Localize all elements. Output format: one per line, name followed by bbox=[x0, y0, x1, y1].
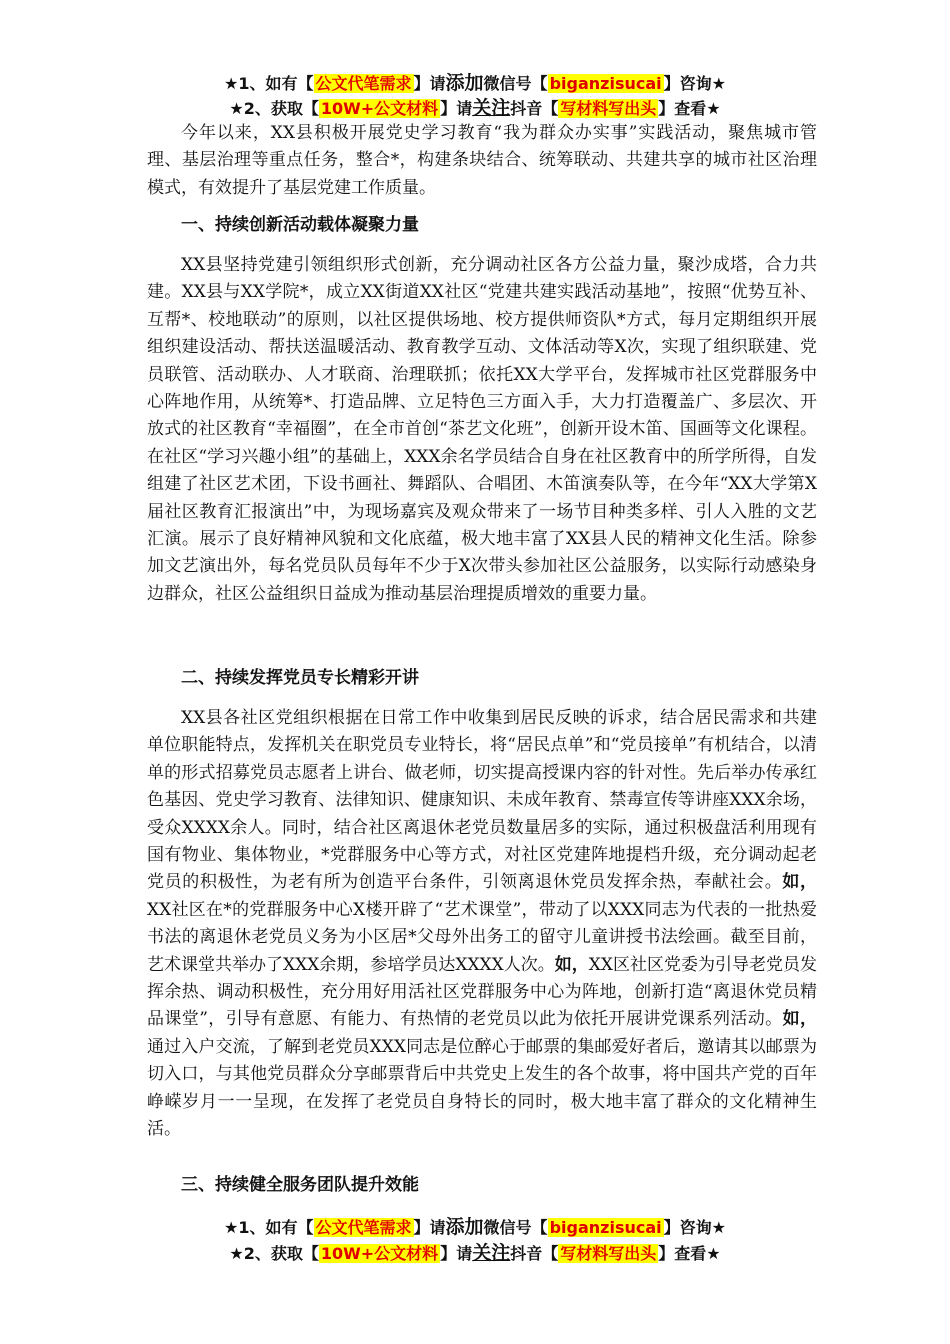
highlight-text: 10W+公文材料 bbox=[320, 99, 439, 118]
highlight-text: biganzisucai bbox=[549, 1218, 662, 1237]
section-heading-1: 一、持续创新活动载体凝聚力量 bbox=[181, 215, 419, 235]
highlight-text: 写材料写出头 bbox=[560, 1244, 657, 1263]
promo-banner-top-line1: ★1、如有【 公文代笔需求 】请添加微信号【 biganzisucai 】咨询★ bbox=[224, 72, 726, 94]
intro-paragraph: 今年以来，XX县积极开展党史学习教育“我为群众办实事”实践活动，聚焦城市管理、基层治理等重点任务，整合*，构建条块结合、统筹联动、共建共享的城市社区治理模式，有效提升了基层党建工作质量。 bbox=[147, 123, 817, 198]
highlight-text: biganzisucai bbox=[549, 74, 662, 93]
promo-banner-bottom-line2: ★2、获取【 10W+公文材料 】请关注抖音【 写材料写出头 】查看★ bbox=[229, 1242, 721, 1264]
highlight-text: 10W+公文材料 bbox=[320, 1244, 439, 1263]
section-heading-3: 三、持续健全服务团队提升效能 bbox=[181, 1175, 419, 1195]
promo-banner-top-line2: ★2、获取【 10W+公文材料 】请关注抖音【 写材料写出头 】查看★ bbox=[229, 97, 721, 119]
section-heading-2: 二、持续发挥党员专长精彩开讲 bbox=[181, 668, 419, 688]
promo-banner-bottom-line1: ★1、如有【 公文代笔需求 】请添加微信号【 biganzisucai 】咨询★ bbox=[224, 1216, 726, 1238]
highlight-text: 公文代笔需求 bbox=[315, 74, 412, 93]
section-1-body: XX县坚持党建引领组织形式创新，充分调动社区各方公益力量，聚沙成塔，合力共建。XX县与XX学院*，成立XX街道XX社区“党建共建实践活动基地”，按照“优势互补、互帮*、校地联动”的原则，以社区提供场地、校方提供师资队*方式，每月定期组织开展组织建设活动、帮扶送温暖活动、教育教学互动、文体活动等X次，实现了组织联建、党员联管、活动联办、人才联商、治理联抓；依托XX大学平台，发挥城市社区党群服务中心阵地作用，从统筹*、打造品牌、立足特色三方面入手，大力打造覆盖广、多层次、开放式的社区教育“幸福圈”，在全市首创“茶艺文化班”，创新开设木笛、国画等文化课程。在社区“学习兴趣小组”的基础上，XXX余名学员结合自身在社区教育中的所学所得，自发组建了社区艺术团，下设书画社、舞蹈队、合唱团、木笛演奏队等，在今年“XX大学第X届社区教育汇报演出”中，为现场嘉宾及观众带来了一场节目种类多样、引人入胜的文艺汇演。展示了良好精神风貌和文化底蕴，极大地丰富了XX县人民的精神文化生活。除参加文艺演出外，每名党员队员每年不少于X次带头参加社区公益服务，以实际行动感染身边群众，社区公益组织日益成为推动基层治理提质增效的重要力量。 bbox=[147, 255, 817, 604]
section-2-body: XX县各社区党组织根据在日常工作中收集到居民反映的诉求，结合居民需求和共建单位职能特点，发挥机关在职党员专业特长，将“居民点单”和“党员接单”有机结合，以清单的形式招募党员志愿者上讲台、做老师，切实提高授课内容的针对性。先后举办传承红色基因、党史学习教育、法律知识、健康知识、未成年教育、禁毒宣传等讲座XXX余场，受众XXXX余人。同时，结合社区离退休老党员数量居多的实际，通过积极盘活利用现有国有物业、集体物业，*党群服务中心等方式，对社区党建阵地提档升级，充分调动起老党员的积极性，为老有所为创造平台条件，引领离退休党员发挥余热，奉献社会。如，XX社区在*的党群服务中心X楼开辟了“艺术课堂”，带动了以XXX同志为代表的一批热爱书法的离退休老党员义务为小区居*父母外出务工的留守儿童讲授书法绘画。截至目前，艺术课堂共举办了XXX余期，参培学员达XXXX人次。如，XX区社区党委为引导老党员发挥余热、调动积极性，充分用好用活社区党群服务中心为阵地，创新打造“离退休党员精品课堂”，引导有意愿、有能力、有热情的老党员以此为依托开展讲党课系列活动。如，通过入户交流，了解到老党员XXX同志是位醉心于邮票的集邮爱好者后，邀请其以邮票为切入口，与其他党员群众分享邮票背后中共党史上发生的各个故事，将中国共产党的百年峥嵘岁月一一呈现，在发挥了老党员自身特长的同时，极大地丰富了群众的文化精神生活。 bbox=[147, 708, 818, 1140]
highlight-text: 公文代笔需求 bbox=[315, 1218, 412, 1237]
highlight-text: 写材料写出头 bbox=[560, 99, 657, 118]
